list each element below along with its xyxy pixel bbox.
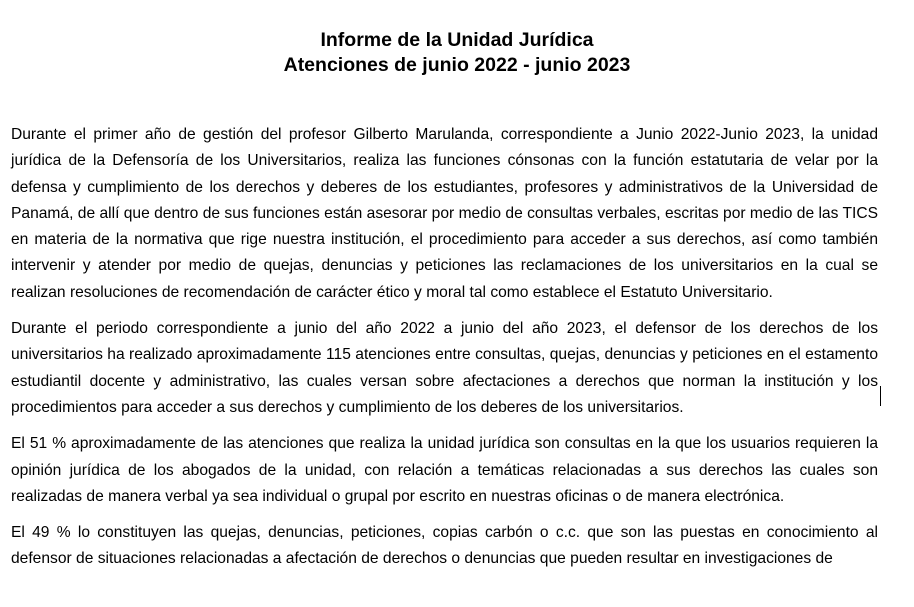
document-title	[0, 28, 914, 78]
title-line-1: Informe de la Unidad Jurídica	[320, 29, 594, 51]
document-body[interactable]	[11, 122, 878, 583]
text-cursor	[880, 386, 881, 406]
title-line-2: Atenciones de junio 2022 - junio 2023	[283, 54, 631, 76]
paragraph-2: Durante el periodo correspondiente a junio del año 2022 a junio del año 2023, el defensor de los derechos de los universitarios ha realizado aproximadamente 115 atenciones entre consultas, quejas, denuncias y peticiones en el estamento estudiantil docente y administrativo, las cuales versan sobre afectaciones a derechos que norman la institución y los procedimientos para acceder a sus derechos y cumplimiento de los deberes de los universitarios.	[11, 320, 878, 416]
paragraph-4: El 49 % lo constituyen las quejas, denuncias, peticiones, copias carbón o c.c. que son las puestas en conocimiento al defensor de situaciones relacionadas a afectación de derechos o denuncias que pueden resultar en investigaciones de	[11, 524, 878, 568]
paragraph-1: Durante el primer año de gestión del profesor Gilberto Marulanda, correspondiente a Junio 2022-Junio 2023, la unidad jurídica de la Defensoría de los Universitarios, realiza las funciones cónsonas con la función estatutaria de velar por la defensa y cumplimiento de los derechos y deberes de los estudiantes, profesores y administrativos de la Universidad de Panamá, de allí que dentro de sus funciones están asesorar por medio de consultas verbales, escritas por medio de las TICS en materia de la normativa que rige nuestra institución, el procedimiento para acceder a sus derechos, así como también intervenir y atender por medio de quejas, denuncias y peticiones las reclamaciones de los universitarios en la cual se realizan resoluciones de recomendación de carácter ético y moral tal como establece el Estatuto Universitario.	[11, 126, 878, 301]
paragraph-3: El 51 % aproximadamente de las atenciones que realiza la unidad jurídica son consultas en la que los usuarios requieren la opinión jurídica de los abogados de la unidad, con relación a temáticas relacionadas a sus derechos las cuales son realizadas de manera verbal ya sea individual o grupal por escrito en nuestras oficinas o de manera electrónica.	[11, 435, 878, 505]
